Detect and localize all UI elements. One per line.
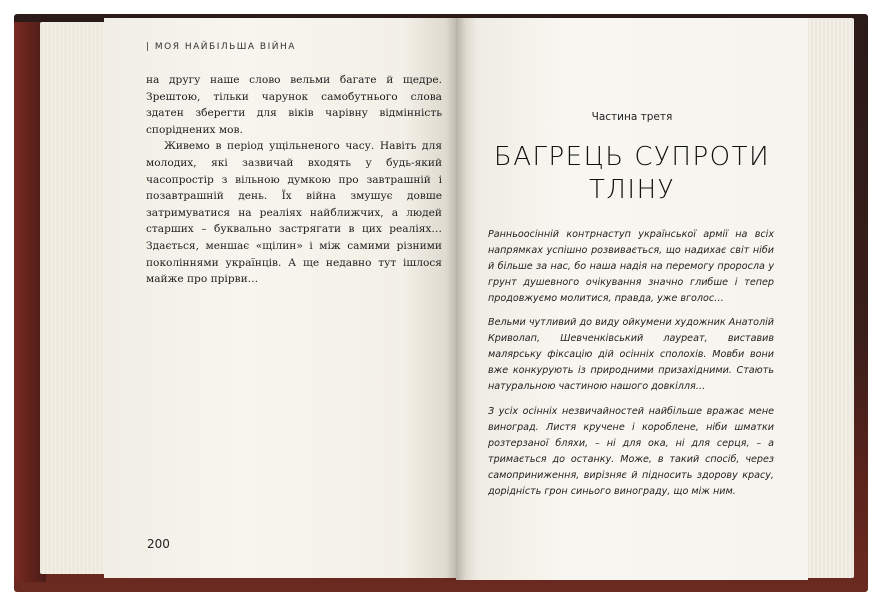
italic-paragraph-3: [488, 404, 774, 500]
italic-paragraph-1: [488, 227, 774, 307]
page-number: 200: [147, 537, 170, 551]
italic-paragraph: Вельми чутливий до виду ойкумени художник Анатолій Криволап, Шевченківський лауреат, виставив малярську фіксацію дій осінніх сполохів. Мовби вони вже конкурують із природними призахідними. Стають натуральною частиною нашого довкілля…: [488, 317, 774, 392]
left-body-text: [146, 72, 442, 288]
chapter-title-line: БАГРЕЦЬ СУПРОТИ: [493, 142, 771, 172]
page-stack-right: [806, 18, 854, 578]
chapter-title-line: ТЛІНУ: [589, 175, 675, 205]
paragraph: на другу наше слово вельми багате й щедре. Зрештою, тільки чарунок самобутнього слова здатен зберегти для віків чарівну відмінність споріднених мов.: [146, 74, 442, 136]
part-label: Частина третя: [591, 111, 673, 123]
page-stack-left: [40, 22, 108, 574]
italic-paragraph: З усіх осінніх незвичайностей найбільше вражає мене виноград. Листя кручене і короблене, ніби шматки розтерзаної бляхи, – ні для ока, ні для серця, – а тримається до останку. Може, в такий спосіб, через самоприниження, вирізняє й підносить здорову красу, дорідність грон синього винограду, що між ним.: [488, 406, 774, 497]
italic-paragraph-2: [488, 315, 774, 395]
paragraph: Живемо в період ущільненого часу. Навіть для молодих, які зазвичай входять у будь-який часопростір з вільною думкою про завтрашній і позавтрашній день. Їх війна змушує довше затримуватися на реаліях найближчих, а людей старших – буквально застрягати в цих реаліях… Здається, меншає «щілин» і між самими різними поколіннями українців. А ще недавно тут ішлося майже про прірви…: [146, 140, 442, 286]
chapter-title: [456, 141, 808, 207]
book-gutter: [446, 18, 466, 580]
running-head: | МОЯ НАЙБІЛЬША ВІЙНА: [146, 42, 296, 52]
italic-paragraph: Ранньоосінній контрнаступ української армії на всіх напрямках успішно розвивається, що надихає світ ніби й більше за нас, бо наша надія на перемогу проросла у грунт душевного очікування значно глибше і тепер продовжуємо молитися, правда, уже вголос…: [488, 229, 774, 304]
